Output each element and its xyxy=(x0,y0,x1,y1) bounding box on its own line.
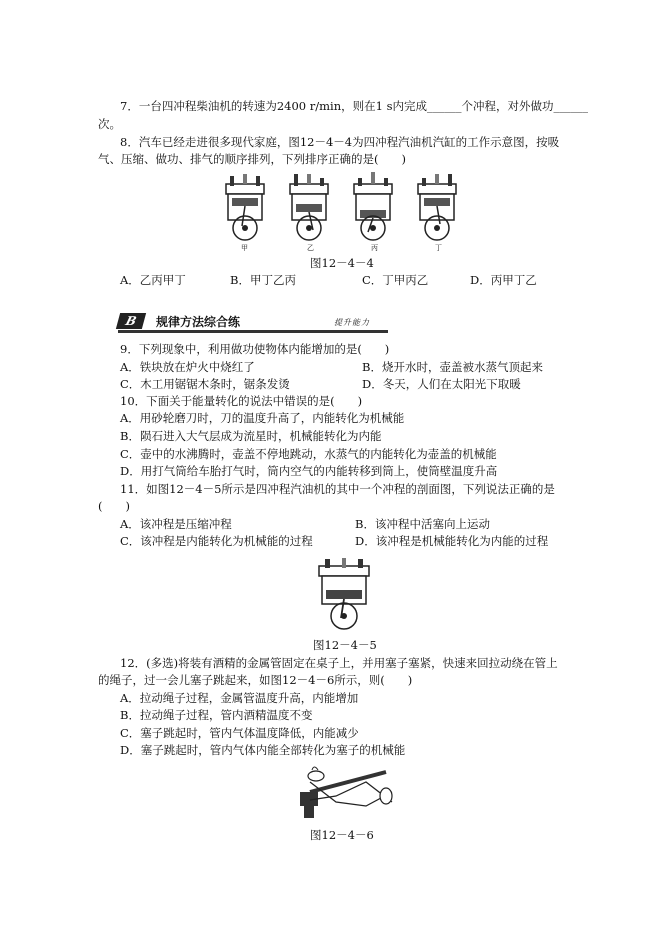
banner-title: 规律方法综合练 xyxy=(156,315,241,329)
q8-line1: 8．汽车已经走进很多现代家庭，图12－4－4为四冲程汽油机汽缸的工作示意图，按吸 xyxy=(120,135,560,149)
section-banner xyxy=(118,311,388,333)
q8-option-d: D．丙甲丁乙 xyxy=(470,273,537,287)
q11-option-d: D．该冲程是机械能转化为内能的过程 xyxy=(355,534,549,548)
engine-figure-12-4-4 xyxy=(218,170,458,252)
q10-option-c: C．壶中的水沸腾时，壶盖不停地跳动，水蒸气的内能转化为壶盖的机械能 xyxy=(120,447,497,461)
q7-line2: 次。 xyxy=(98,117,121,131)
q11-option-a: A．该冲程是压缩冲程 xyxy=(120,517,232,531)
banner-rule xyxy=(118,330,388,333)
q9-stem: 9．下列现象中，利用做功使物体内能增加的是( ) xyxy=(120,342,390,356)
q12-line1: 12．(多选)将装有酒精的金属管固定在桌子上，并用塞子塞紧，快速来回拉动绕在管上 xyxy=(120,656,558,670)
q9-option-c: C．木工用锯锯木条时，锯条发烫 xyxy=(120,377,290,391)
engine-diagram-jia xyxy=(226,174,264,240)
q8-option-a: A．乙丙甲丁 xyxy=(120,273,186,287)
q10-option-d: D．用打气筒给车胎打气时，筒内空气的内能转移到筒上，使筒壁温度升高 xyxy=(120,464,498,478)
q11-option-b: B．该冲程中活塞向上运动 xyxy=(355,517,490,531)
q7-line1: 7．一台四冲程柴油机的转速为2400 r/min，则在1 s内完成______个冲程，对外做功______ xyxy=(120,99,588,113)
q8-line2: 气、压缩、做功、排气的顺序排列，下列排序正确的是( ) xyxy=(98,152,406,166)
q9-option-b: B．烧开水时，壶盖被水蒸气顶起来 xyxy=(362,360,543,374)
q11-line1: 11．如图12－4－5所示是四冲程汽油机的其中一个冲程的剖面图，下列说法正确的是 xyxy=(120,482,555,496)
q9-option-d: D．冬天，人们在太阳光下取暖 xyxy=(362,377,521,391)
tube-rope-figure-12-4-6 xyxy=(296,762,406,822)
engine-label-ding: 丁 xyxy=(435,244,442,252)
q11-line2: ( ) xyxy=(98,499,130,513)
q8-option-b: B．甲丁乙丙 xyxy=(230,273,296,287)
q10-option-a: A．用砂轮磨刀时，刀的温度升高了，内能转化为机械能 xyxy=(120,411,405,425)
q12-option-c: C．塞子跳起时，管内气体温度降低，内能减少 xyxy=(120,726,359,740)
figure-caption-12-4-6: 图12－4－6 xyxy=(310,828,374,842)
engine-diagram-ding xyxy=(418,174,456,240)
banner-badge: B xyxy=(116,313,146,329)
q12-option-d: D．塞子跳起时，管内气体内能全部转化为塞子的机械能 xyxy=(120,743,406,757)
q12-option-a: A．拉动绳子过程，金属管温度升高，内能增加 xyxy=(120,691,359,705)
q10-stem: 10．下面关于能量转化的说法中错误的是( ) xyxy=(120,394,363,408)
banner-subtitle: 提升能力 xyxy=(334,318,370,327)
q10-option-b: B．陨石进入大气层成为流星时，机械能转化为内能 xyxy=(120,429,382,443)
engine-label-bing: 丙 xyxy=(371,244,378,252)
figure-caption-12-4-4: 图12－4－4 xyxy=(310,256,374,270)
engine-diagram-yi xyxy=(290,174,328,240)
engine-label-yi: 乙 xyxy=(307,244,314,252)
engine-figure-12-4-5 xyxy=(313,556,375,632)
q9-option-a: A．铁块放在炉火中烧红了 xyxy=(120,360,255,374)
q11-option-c: C．该冲程是内能转化为机械能的过程 xyxy=(120,534,313,548)
engine-diagram-bing xyxy=(354,172,392,240)
figure-caption-12-4-5: 图12－4－5 xyxy=(313,638,377,652)
engine-label-jia: 甲 xyxy=(241,244,248,252)
q12-option-b: B．拉动绳子过程，管内酒精温度不变 xyxy=(120,708,313,722)
q8-option-c: C．丁甲丙乙 xyxy=(362,273,429,287)
q12-line2: 的绳子，过一会儿塞子跳起来，如图12－4－6所示，则( ) xyxy=(98,673,413,687)
